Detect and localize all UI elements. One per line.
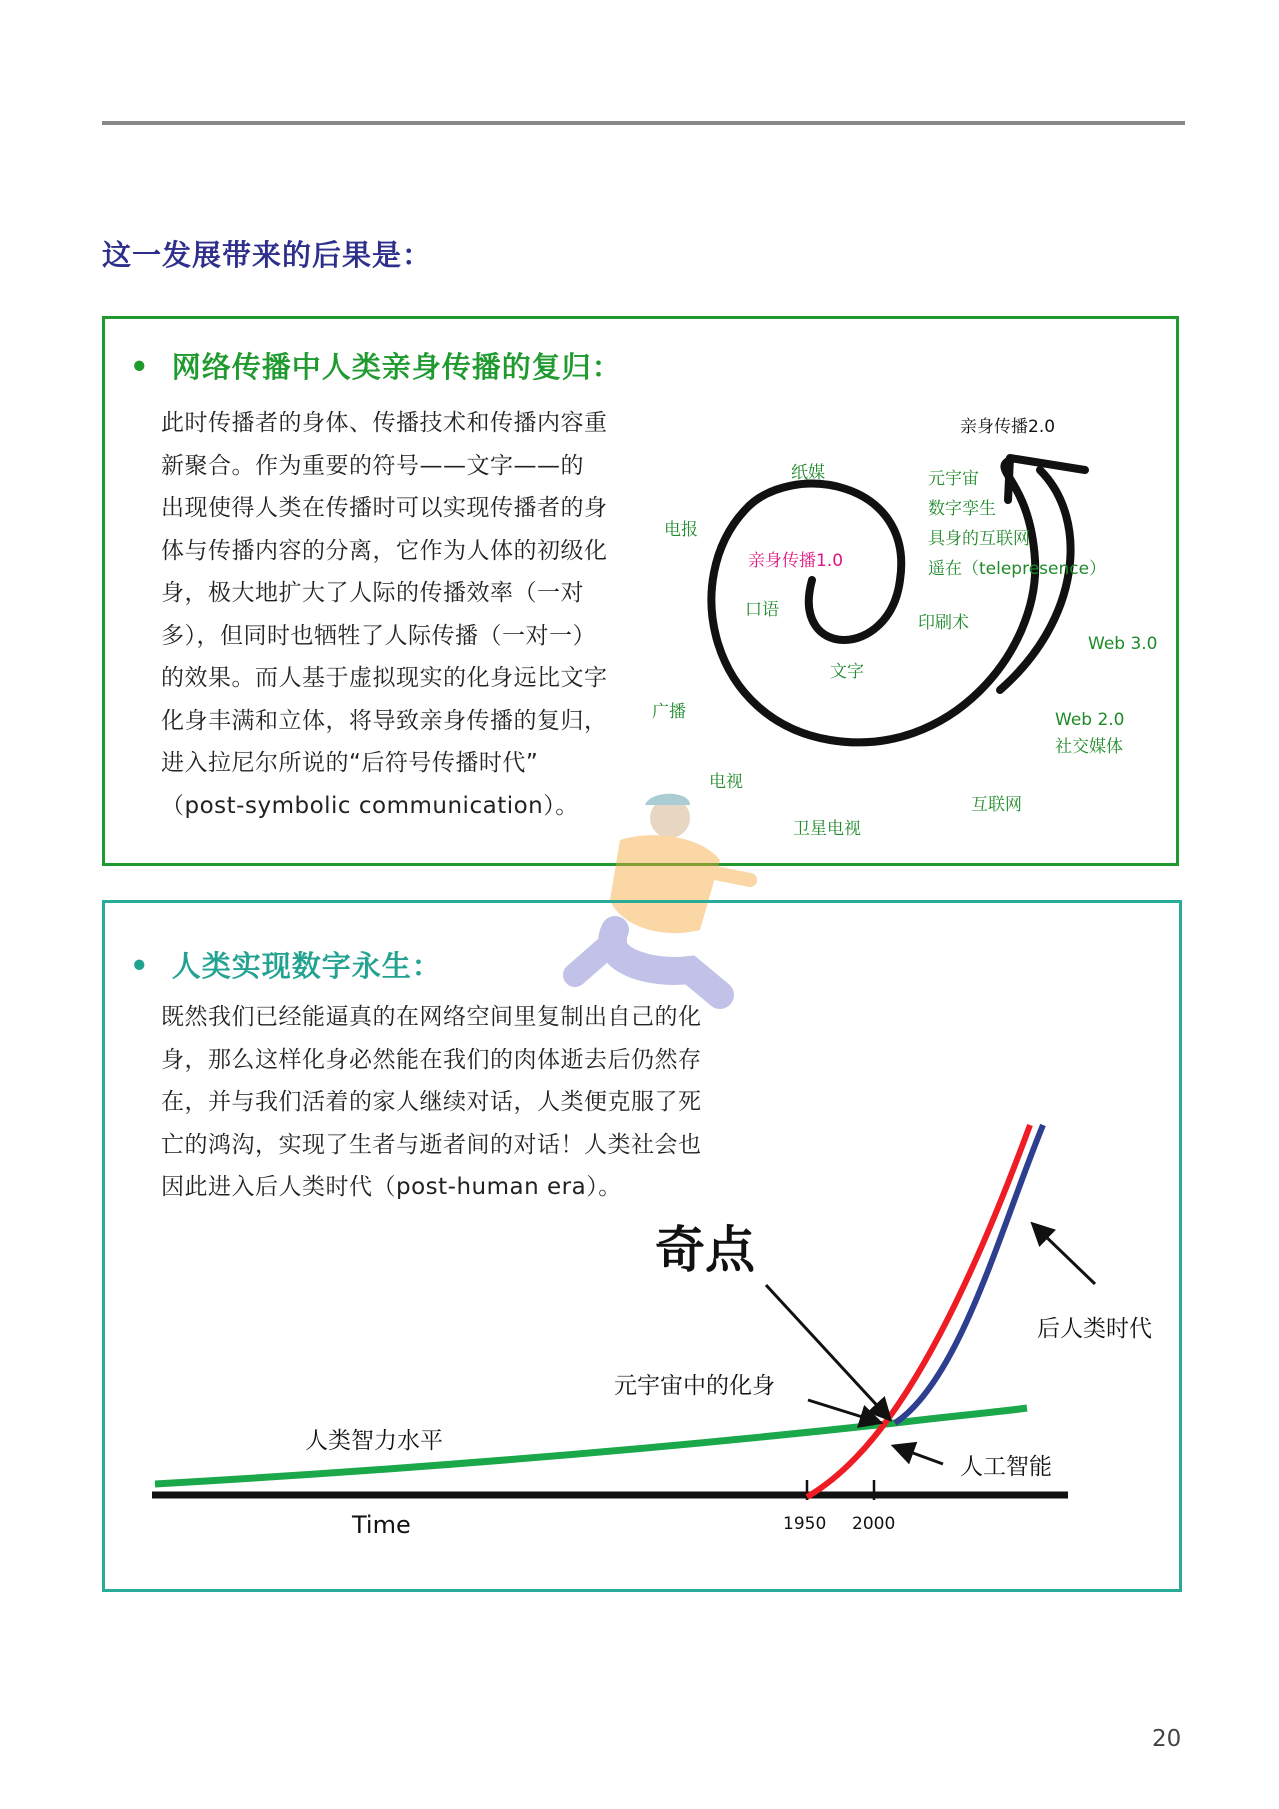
label-avatar: 元宇宙中的化身 xyxy=(614,1373,775,1399)
section1-title-text: 网络传播中人类亲身传播的复归： xyxy=(171,350,622,384)
paragraph-line: 身，那么这样化身必然能在我们的肉体逝去后仍然存 xyxy=(161,1046,702,1073)
paragraph-line: 出现使得人类在传播时可以实现传播者的身 xyxy=(161,495,608,521)
spiral-label-internet: 互联网 xyxy=(971,795,1022,815)
spiral-label-top: 亲身传播2.0 xyxy=(960,417,1056,437)
paragraph-line: 既然我们已经能逼真的在网络空间里复制出自己的化 xyxy=(161,1004,702,1030)
label-human-intelligence: 人类智力水平 xyxy=(305,1428,443,1454)
spiral-label-printing: 印刷术 xyxy=(918,613,969,633)
spiral-label-tv: 电视 xyxy=(709,772,743,792)
spiral-label-metaverse: 元宇宙 xyxy=(928,469,979,489)
spiral-label-oral: 口语 xyxy=(745,600,779,620)
spiral-label-writing: 文字 xyxy=(830,662,864,682)
tick-label-1950: 1950 xyxy=(783,1514,827,1534)
spiral-label-paper: 纸媒 xyxy=(791,463,825,483)
spiral-label-embodied-internet: 具身的互联网 xyxy=(928,529,1030,549)
bullet: • xyxy=(130,949,150,983)
paragraph-line: 体与传播内容的分离，它作为人体的初级化 xyxy=(161,537,608,564)
chart-title: 奇点 xyxy=(655,1221,755,1279)
spiral-label-center: 亲身传播1.0 xyxy=(748,551,844,571)
paragraph-line: 进入拉尼尔所说的“后符号传播时代” xyxy=(161,750,539,776)
section2-title xyxy=(130,944,442,985)
paragraph-line: 在，并与我们活着的家人继续对话，人类便克服了死 xyxy=(161,1089,702,1115)
label-post-human: 后人类时代 xyxy=(1037,1316,1152,1342)
spiral-label-web3: Web 3.0 xyxy=(1088,634,1158,654)
spiral-label-digital-twin: 数字孪生 xyxy=(928,499,996,519)
spiral-label-telegraph: 电报 xyxy=(664,520,698,540)
spiral-label-satellite-tv: 卫星电视 xyxy=(793,819,861,839)
label-ai: 人工智能 xyxy=(960,1454,1052,1480)
section2-paragraph xyxy=(161,996,731,1209)
page-number: 20 xyxy=(1152,1726,1182,1752)
spiral-label-web2: Web 2.0 xyxy=(1055,710,1125,730)
spiral-label-radio: 广播 xyxy=(652,702,686,722)
bullet: • xyxy=(130,350,150,384)
section-heading: 这一发展带来的后果是： xyxy=(102,238,433,272)
paragraph-line: 身，极大地扩大了人际的传播效率（一对 xyxy=(161,580,584,606)
paragraph-line: 化身丰满和立体，将导致亲身传播的复归， xyxy=(161,707,608,734)
spiral-label-telepresence: 遥在（telepresence） xyxy=(928,559,1107,579)
paragraph-line: 新聚合。作为重要的符号——文字——的 xyxy=(161,452,584,479)
paragraph-line: 因此进入后人类时代（post-human era）。 xyxy=(161,1174,622,1200)
paragraph-line: 此时传播者的身体、传播技术和传播内容重 xyxy=(161,410,608,436)
x-axis-label: Time xyxy=(352,1511,411,1539)
paragraph-line: 多），但同时也牺牲了人际传播（一对一） xyxy=(161,622,596,649)
section2-title-text: 人类实现数字永生： xyxy=(171,949,442,983)
tick-label-2000: 2000 xyxy=(852,1514,896,1534)
paragraph-line: 的效果。而人基于虚拟现实的化身远比文字 xyxy=(161,665,608,691)
paragraph-line: （post-symbolic communication）。 xyxy=(161,792,579,819)
paragraph-line: 亡的鸿沟，实现了生者与逝者间的对话！人类社会也 xyxy=(161,1131,702,1158)
spiral-label-social-media: 社交媒体 xyxy=(1055,737,1123,757)
